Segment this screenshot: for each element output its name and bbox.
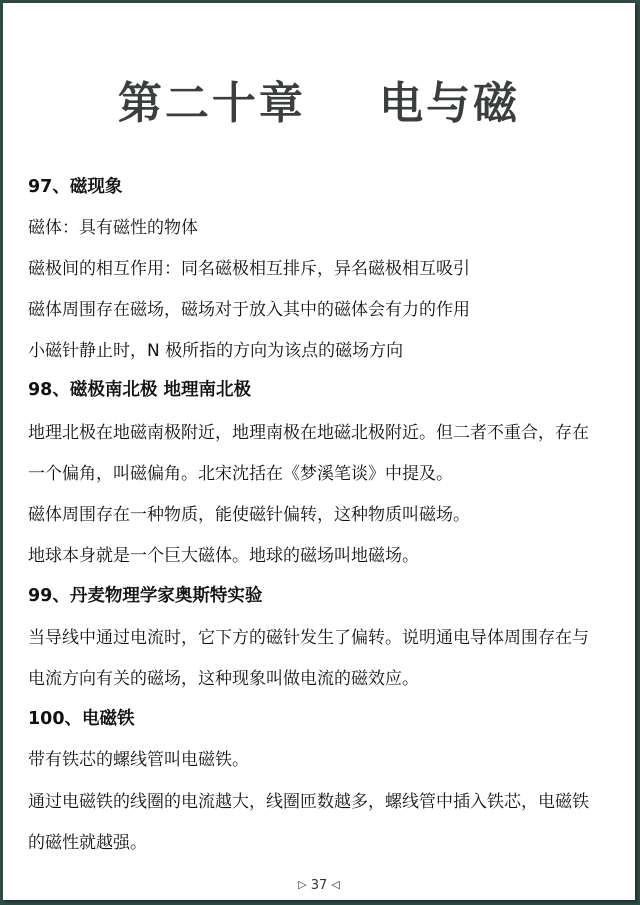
right-triangle-icon: ◁ bbox=[331, 878, 340, 891]
paragraph-line: 磁极间的相互作用：同名磁极相互排斥，异名磁极相互吸引 bbox=[28, 259, 470, 279]
paragraph-line: 磁体周围存在一种物质，能使磁针偏转，这种物质叫磁场。 bbox=[28, 505, 470, 525]
paragraph-line: 电流方向有关的磁场，这种现象叫做电流的磁效应。 bbox=[28, 669, 419, 689]
paragraph-line: 当导线中通过电流时，它下方的磁针发生了偏转。说明通电导体周围存在与 bbox=[28, 628, 589, 648]
paragraph-line: 小磁针静止时，N 极所指的方向为该点的磁场方向 bbox=[28, 341, 404, 361]
paragraph-line: 一个偏角，叫磁偏角。北宋沈括在《梦溪笔谈》中提及。 bbox=[28, 464, 453, 484]
page-number-value: 37 bbox=[310, 878, 328, 893]
paragraph-line: 磁体周围存在磁场，磁场对于放入其中的磁体会有力的作用 bbox=[28, 300, 470, 320]
left-triangle-icon: ▷ bbox=[298, 878, 307, 891]
paragraph-line: 带有铁芯的螺线管叫电磁铁。 bbox=[28, 750, 249, 770]
document-page bbox=[3, 3, 635, 900]
page-number bbox=[3, 878, 635, 893]
chapter-title: 第二十章 电与磁 bbox=[117, 78, 521, 129]
section-heading-97: 97、磁现象 bbox=[28, 177, 123, 197]
section-heading-98: 98、磁极南北极 地理南北极 bbox=[28, 380, 251, 400]
paragraph-line: 地理北极在地磁南极附近，地理南极在地磁北极附近。但二者不重合，存在 bbox=[28, 423, 589, 443]
paragraph-line: 磁体：具有磁性的物体 bbox=[28, 218, 198, 238]
section-heading-99: 99、丹麦物理学家奥斯特实验 bbox=[28, 586, 263, 606]
paragraph-line: 通过电磁铁的线圈的电流越大，线圈匝数越多，螺线管中插入铁芯，电磁铁 bbox=[28, 792, 589, 812]
paragraph-line: 的磁性就越强。 bbox=[28, 833, 147, 853]
paragraph-line: 地球本身就是一个巨大磁体。地球的磁场叫地磁场。 bbox=[28, 546, 419, 566]
section-heading-100: 100、电磁铁 bbox=[28, 709, 135, 729]
